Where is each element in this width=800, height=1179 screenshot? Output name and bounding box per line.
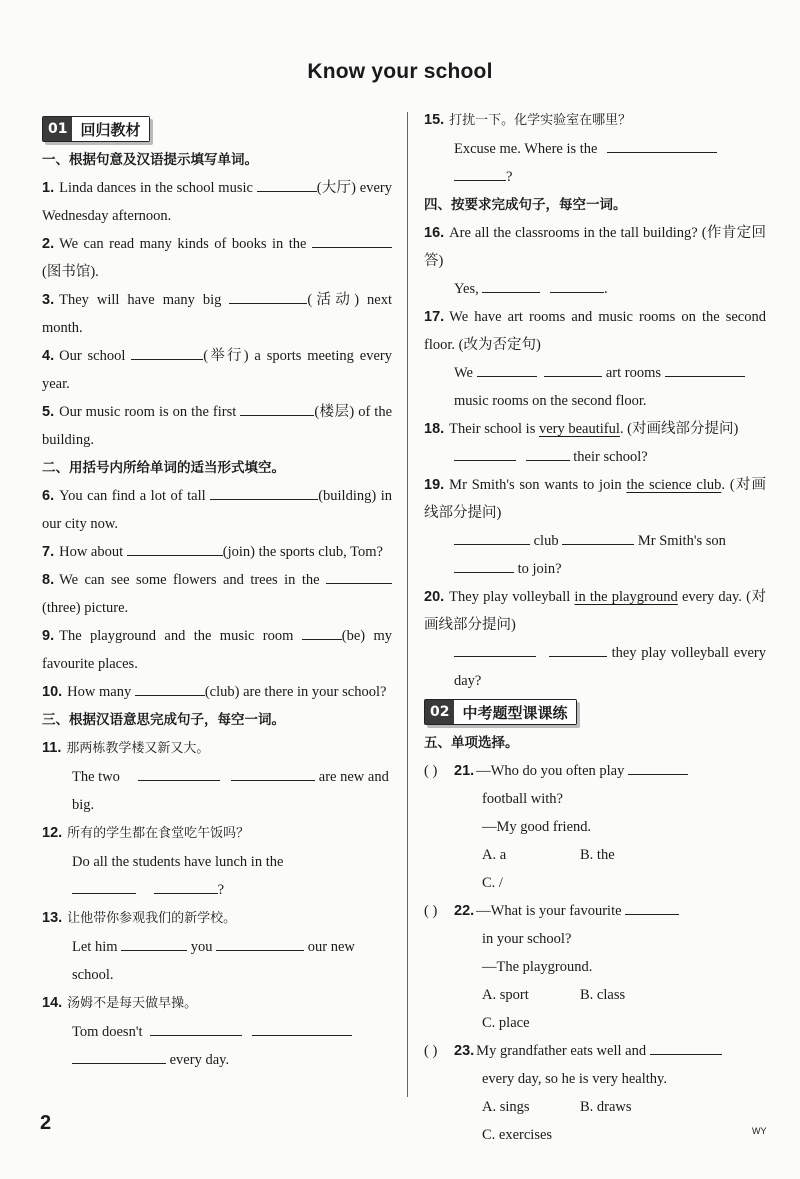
- question-number: 20.: [424, 589, 445, 605]
- question-2: [42, 230, 392, 286]
- badge-number: 02: [425, 700, 454, 724]
- question-text: —The playground.: [482, 959, 593, 975]
- question-text: (club) are there in your school?: [204, 684, 387, 700]
- answer-blank[interactable]: [549, 639, 607, 657]
- question-text: Tom doesn't: [72, 1024, 143, 1040]
- question-19: [424, 471, 766, 583]
- option-a[interactable]: A. a: [482, 847, 507, 863]
- answer-blank[interactable]: [121, 933, 187, 951]
- question-number: 10.: [42, 684, 63, 700]
- chinese-prompt: 所有的学生都在食堂吃午饭吗？: [67, 826, 250, 841]
- question-6: [42, 482, 392, 538]
- question-text: .: [603, 281, 608, 297]
- question-number: 18.: [424, 421, 445, 437]
- option-b[interactable]: B. the: [580, 847, 615, 863]
- answer-blank[interactable]: [257, 174, 317, 192]
- question-number: 3.: [42, 292, 55, 308]
- question-text: Excuse me. Where is the: [454, 141, 598, 157]
- question-text: (three) picture.: [42, 600, 129, 616]
- options: [424, 841, 766, 897]
- question-text: football with?: [482, 791, 563, 807]
- answer-blank[interactable]: [154, 876, 218, 894]
- question-text: (活动) next month.: [42, 292, 392, 336]
- answer-blank[interactable]: [302, 622, 342, 640]
- answer-blank[interactable]: [150, 1018, 242, 1036]
- question-text: their school?: [573, 449, 648, 465]
- answer-bracket[interactable]: ( ): [424, 903, 438, 919]
- question-12: [42, 819, 392, 904]
- question-text: Let him: [72, 939, 118, 955]
- answer-blank[interactable]: [127, 538, 223, 556]
- question-text: We can see some flowers and trees in the: [59, 572, 320, 588]
- section-heading-5: 五、单项选择。: [424, 735, 519, 751]
- question-text: to join?: [517, 561, 562, 577]
- option-b[interactable]: B. class: [580, 987, 626, 1003]
- answer-blank[interactable]: [138, 763, 220, 781]
- question-text: club: [533, 533, 559, 549]
- question-number: 14.: [42, 995, 63, 1011]
- answer-blank[interactable]: [454, 163, 506, 181]
- answer-blank[interactable]: [526, 443, 570, 461]
- question-text: We can read many kinds of books in the: [59, 236, 307, 252]
- question-text: We have art rooms and music rooms on the second floor. (改为否定句): [424, 309, 766, 353]
- section-heading-2: 二、用括号内所给单词的适当形式填空。: [42, 460, 285, 476]
- question-22: [424, 897, 766, 1037]
- question-text: —Who do you often play: [476, 763, 625, 779]
- question-number: 23.: [454, 1043, 475, 1059]
- answer-bracket[interactable]: ( ): [424, 763, 438, 779]
- section-heading-4: 四、按要求完成句子，每空一词。: [424, 197, 627, 213]
- chinese-prompt: 汤姆不是每天做早操。: [67, 996, 198, 1011]
- answer-blank[interactable]: [628, 757, 688, 775]
- question-3: [42, 286, 392, 342]
- answer-blank[interactable]: [326, 566, 392, 584]
- question-text: . (对画线部分提问): [424, 477, 767, 521]
- chinese-prompt: 打扰一下。化学实验室在哪里？: [449, 113, 632, 128]
- answer-bracket[interactable]: ( ): [424, 1043, 438, 1059]
- badge-title: 回归教材: [72, 117, 148, 141]
- question-text: Yes,: [454, 281, 479, 297]
- question-7: [42, 538, 392, 566]
- answer-blank[interactable]: [216, 933, 304, 951]
- question-text: every day. (对画线部分提问): [424, 589, 766, 633]
- question-number: 4.: [42, 348, 55, 364]
- question-text: our new school.: [72, 939, 355, 983]
- question-text: You can find a lot of tall: [59, 488, 206, 504]
- question-text: The two: [72, 769, 120, 785]
- question-text: art rooms: [605, 365, 662, 381]
- question-number: 15.: [424, 112, 445, 128]
- answer-blank[interactable]: [135, 678, 205, 696]
- option-c[interactable]: C. exercises: [482, 1127, 553, 1143]
- question-number: 1.: [42, 180, 55, 196]
- section-badge-01: [42, 116, 150, 142]
- question-11: [42, 734, 392, 819]
- question-text: Our school: [59, 348, 126, 364]
- question-text: (举行) a sports meeting every year.: [42, 348, 392, 392]
- question-number: 12.: [42, 825, 63, 841]
- question-text: ?: [217, 882, 225, 898]
- question-text: (大厅) every Wednesday afternoon.: [42, 180, 393, 224]
- answer-blank[interactable]: [72, 1046, 166, 1064]
- question-16: [424, 219, 766, 303]
- question-number: 17.: [424, 309, 445, 325]
- section-heading-3: 三、根据汉语意思完成句子，每空一词。: [42, 712, 285, 728]
- question-number: 5.: [42, 404, 55, 420]
- question-10: [42, 678, 392, 706]
- question-number: 8.: [42, 572, 55, 588]
- answer-blank[interactable]: [454, 443, 516, 461]
- question-text: (be) my favourite places.: [42, 628, 393, 672]
- question-4: [42, 342, 392, 398]
- answer-blank[interactable]: [607, 135, 717, 153]
- option-a[interactable]: A. sport: [482, 987, 529, 1003]
- badge-number: 01: [43, 117, 72, 141]
- answer-blank[interactable]: [650, 1037, 722, 1055]
- corner-mark: WY: [752, 1126, 767, 1136]
- section-badge-02: [424, 699, 577, 725]
- option-b[interactable]: B. draws: [580, 1099, 632, 1115]
- question-9: [42, 622, 392, 678]
- answer-blank[interactable]: [454, 639, 536, 657]
- question-number: 19.: [424, 477, 445, 493]
- answer-blank[interactable]: [72, 876, 136, 894]
- question-number: 7.: [42, 544, 55, 560]
- right-column: [424, 112, 766, 1149]
- question-number: 6.: [42, 488, 55, 504]
- answer-blank[interactable]: [625, 897, 679, 915]
- question-text: —What is your favourite: [476, 903, 622, 919]
- question-23: [424, 1037, 766, 1149]
- answer-blank[interactable]: [562, 527, 634, 545]
- question-number: 9.: [42, 628, 55, 644]
- underlined-phrase: in the playground: [574, 589, 678, 605]
- question-text: are new and big.: [72, 769, 389, 813]
- question-18: [424, 415, 766, 471]
- question-text: We: [454, 365, 473, 381]
- column-divider: [407, 112, 408, 1097]
- question-text: Our music room is on the first: [59, 404, 237, 420]
- answer-blank[interactable]: [454, 527, 530, 545]
- question-text: (楼层) of the building.: [42, 404, 393, 448]
- question-5: [42, 398, 392, 454]
- option-a[interactable]: A. sings: [482, 1099, 530, 1115]
- answer-blank[interactable]: [231, 763, 315, 781]
- question-21: [424, 757, 766, 897]
- question-text: Mr Smith's son wants to join: [449, 477, 622, 493]
- page-title: Know your school: [307, 60, 493, 83]
- question-text: every day.: [169, 1052, 230, 1068]
- question-text: (building) in our city now.: [42, 488, 393, 532]
- question-text: in your school?: [482, 931, 572, 947]
- question-13: [42, 904, 392, 989]
- underlined-phrase: the science club: [626, 477, 722, 493]
- question-text: Linda dances in the school music: [59, 180, 253, 196]
- question-number: 11.: [42, 740, 62, 756]
- answer-blank[interactable]: [240, 398, 314, 416]
- page-number: 2: [40, 1112, 52, 1134]
- question-text: —My good friend.: [482, 819, 592, 835]
- question-text: How many: [67, 684, 132, 700]
- question-text: My grandfather eats well and: [476, 1043, 647, 1059]
- section-heading-1: 一、根据句意及汉语提示填写单词。: [42, 152, 258, 168]
- options: [424, 1093, 766, 1149]
- question-text: They play volleyball: [449, 589, 571, 605]
- option-c[interactable]: C. place: [482, 1015, 530, 1031]
- question-text: Are all the classrooms in the tall building? (作肯定回答): [424, 225, 766, 269]
- question-text: (join) the sports club, Tom?: [222, 544, 383, 560]
- question-number: 13.: [42, 910, 63, 926]
- answer-blank[interactable]: [312, 230, 392, 248]
- question-number: 16.: [424, 225, 445, 241]
- question-14: [42, 989, 392, 1074]
- question-1: [42, 174, 392, 230]
- underlined-phrase: very beautiful: [538, 421, 620, 437]
- answer-blank[interactable]: [229, 286, 307, 304]
- answer-blank[interactable]: [482, 275, 540, 293]
- question-text: . (对画线部分提问): [619, 421, 739, 437]
- chinese-prompt: 那两栋教学楼又新又大。: [66, 741, 210, 756]
- question-text: Do all the students have lunch in the: [72, 854, 284, 870]
- question-15: [424, 106, 766, 191]
- question-number: 2.: [42, 236, 55, 252]
- question-text: Mr Smith's son: [637, 533, 726, 549]
- options: [424, 981, 766, 1037]
- answer-blank[interactable]: [252, 1018, 352, 1036]
- question-20: [424, 583, 766, 695]
- answer-blank[interactable]: [550, 275, 604, 293]
- question-text: (图书馆).: [42, 264, 99, 280]
- option-c[interactable]: C. /: [482, 875, 503, 891]
- question-text: The playground and the music room: [59, 628, 294, 644]
- answer-blank[interactable]: [544, 359, 602, 377]
- answer-blank[interactable]: [131, 342, 203, 360]
- answer-blank[interactable]: [477, 359, 537, 377]
- question-17: [424, 303, 766, 415]
- question-text: They will have many big: [59, 292, 222, 308]
- question-text: music rooms on the second floor.: [454, 393, 647, 409]
- answer-blank[interactable]: [665, 359, 745, 377]
- question-text: they play volleyball every day?: [454, 645, 767, 689]
- answer-blank[interactable]: [210, 482, 318, 500]
- answer-blank[interactable]: [454, 555, 514, 573]
- question-text: you: [190, 939, 213, 955]
- question-number: 21.: [454, 763, 475, 779]
- question-text: every day, so he is very healthy.: [482, 1071, 667, 1087]
- left-column: [42, 112, 392, 1074]
- question-8: [42, 566, 392, 622]
- question-text: ?: [506, 169, 513, 185]
- badge-title: 中考题型课课练: [454, 700, 575, 724]
- question-number: 22.: [454, 903, 475, 919]
- question-text: Their school is: [449, 421, 536, 437]
- chinese-prompt: 让他带你参观我们的新学校。: [67, 911, 237, 926]
- question-text: How about: [59, 544, 124, 560]
